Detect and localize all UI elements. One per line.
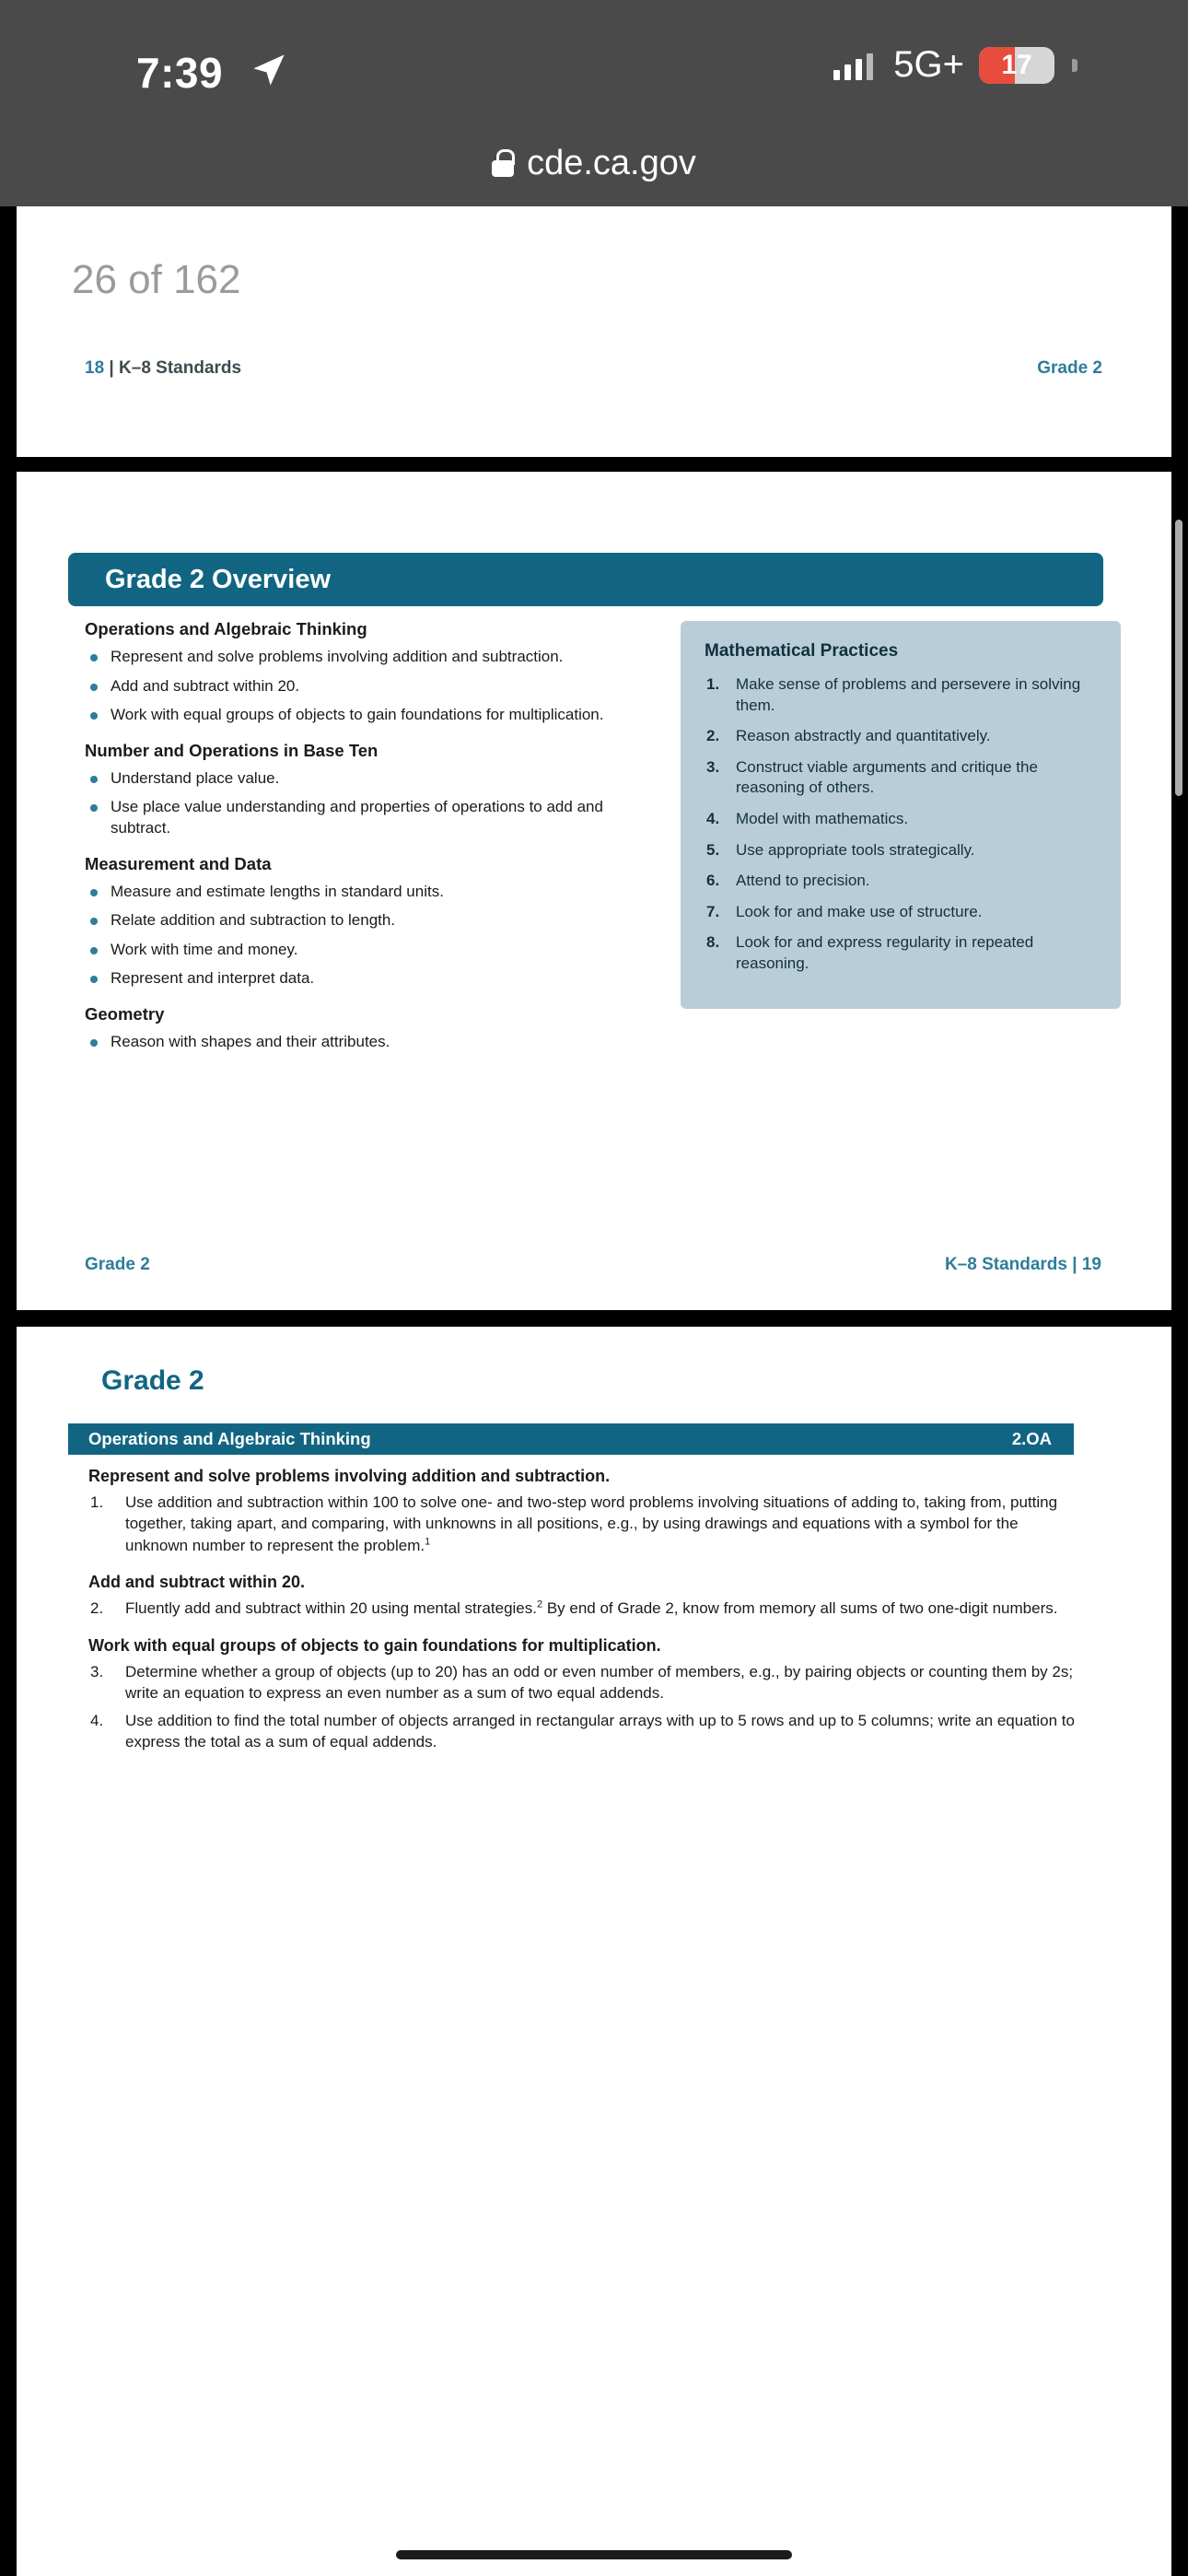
standard-footnote-marker: 1 [425,1536,431,1548]
mathematical-practice-number: 3. [706,757,720,776]
battery-percent-label: 17 [1001,49,1032,80]
mathematical-practice-number: 2. [706,727,720,745]
standard-item-text: Use addition to find the total number of objects arranged in rectangular arrays with up to 5 rows and up to 5 columns; write an equation to express the total as a sum of equal addends. [125,1711,1075,1751]
domain-banner-label: Operations and Algebraic Thinking [88,1429,371,1448]
mathematical-practice-item [705,902,1097,923]
location-arrow-icon [250,52,287,88]
overview-domain-heading: Geometry [85,1004,165,1025]
browser-chrome [0,0,1188,206]
address-bar[interactable] [0,120,1188,206]
standard-item [88,1710,1083,1753]
mathematical-practice-number: 1. [706,675,720,693]
standards-cluster-heading: Add and subtract within 20. [88,1573,306,1592]
mathematical-practice-item [705,674,1097,716]
standards-cluster-heading: Represent and solve problems involving addition and subtraction. [88,1467,611,1485]
standards-cluster-heading: Work with equal groups of objects to gain foundations for multiplication. [88,1635,661,1655]
pdf-viewport[interactable] [0,206,1188,2576]
overview-footer-left: Grade 2 [85,1255,150,1274]
mathematical-practice-number: 7. [706,902,720,920]
overview-cluster-item: Use place value understanding and properties of operations to add and subtract. [85,797,610,838]
mathematical-practices-box [681,621,1121,1009]
overview-domain-heading: Measurement and Data [85,853,272,873]
overview-cluster-item: Reason with shapes and their attributes. [85,1032,610,1053]
overview-cluster-item: Represent and solve problems involving addition and subtraction. [85,647,610,668]
previous-page-footer-right: Grade 2 [1037,358,1102,378]
previous-page-footer-left: 18 | K–8 Standards [85,358,242,378]
mathematical-practice-number: 4. [706,810,720,828]
pdf-page-previous [17,206,1171,457]
overview-cluster-item: Measure and estimate lengths in standard units. [85,882,610,903]
mathematical-practice-text: Attend to precision. [736,872,870,890]
standard-item-text: Fluently add and subtract within 20 using mental strategies. [125,1599,537,1618]
overview-domain-list [85,619,610,1061]
standard-item-number: 2. [90,1599,104,1618]
lock-icon [492,149,514,177]
domain-banner [68,1423,1074,1455]
overview-cluster-item: Relate addition and subtraction to length. [85,910,610,931]
standard-item-text: Use addition and subtraction within 100 to solve one- and two-step word problems involving situations of adding to, taking from, putting together, taking apart, and comparing, with unknowns in all positions, e.g., by using drawings and equations with a symbol for the unknown number to represent the problem. [125,1493,1058,1554]
pdf-page-grade-2-overview [17,472,1171,1310]
overview-footer-right: K–8 Standards | 19 [944,1255,1101,1274]
overview-cluster-item: Represent and interpret data. [85,968,610,989]
standard-item-number: 1. [90,1493,104,1511]
page-title: Grade 2 [101,1365,204,1396]
status-right-cluster [833,44,1077,86]
mathematical-practice-text: Construct viable arguments and critique the reasoning of others. [736,757,1038,797]
standard-item [88,1661,1083,1704]
battery-indicator [979,47,1054,84]
mathematical-practice-number: 8. [706,933,720,952]
mathematical-practices-title: Mathematical Practices [705,641,899,661]
overview-domain-heading: Number and Operations in Base Ten [85,740,379,760]
mathematical-practice-text: Use appropriate tools strategically. [736,840,975,859]
mathematical-practice-number: 6. [706,872,720,890]
mathematical-practice-text: Look for and make use of structure. [736,902,983,920]
mathematical-practice-item [705,871,1097,892]
standard-item-number: 3. [90,1662,104,1680]
mathematical-practice-item [705,809,1097,830]
mathematical-practice-text: Look for and express regularity in repeated reasoning. [736,933,1034,973]
standard-item-text-continued: By end of Grade 2, know from memory all sums of two one-digit numbers. [542,1599,1058,1618]
status-bar [0,0,1188,120]
pdf-page-grade-2-standards [17,1327,1171,2576]
overview-cluster-item: Add and subtract within 20. [85,676,610,697]
vertical-scrollbar[interactable] [1175,520,1182,796]
standards-cluster-list [88,1467,1083,1759]
domain-banner-code: 2.OA [1011,1429,1052,1448]
mathematical-practice-text: Reason abstractly and quantitatively. [736,727,991,745]
cellular-signal-icon [833,51,873,80]
mathematical-practice-item [705,757,1097,799]
home-indicator [396,2550,792,2559]
standard-item [88,1598,1083,1619]
network-type-label: 5G+ [893,44,964,85]
mathematical-practice-item [705,840,1097,861]
standard-footnote-marker: 2 [536,1598,543,1610]
mathematical-practice-item [705,932,1097,974]
mathematical-practice-text: Make sense of problems and persevere in solving them. [736,675,1081,714]
standard-item-number: 4. [90,1711,104,1729]
page-counter: 26 of 162 [72,257,241,302]
overview-cluster-item: Understand place value. [85,768,610,790]
mathematical-practice-item [705,726,1097,747]
overview-cluster-item: Work with time and money. [85,940,610,961]
mathematical-practice-text: Model with mathematics. [736,810,909,828]
overview-cluster-item: Work with equal groups of objects to gain foundations for multiplication. [85,705,610,726]
overview-banner-title: Grade 2 Overview [68,553,1103,606]
status-time: 7:39 [136,49,224,97]
standard-item [88,1492,1083,1556]
url-text: cde.ca.gov [527,143,696,182]
standard-item-text: Determine whether a group of objects (up to 20) has an odd or even number of members, e.g., by pairing objects or counting them by 2s; write an equation to express an even number as a sum of two equal addends. [125,1662,1074,1703]
overview-domain-heading: Operations and Algebraic Thinking [85,619,367,638]
battery-cap-icon [1072,59,1077,72]
mathematical-practice-number: 5. [706,840,720,859]
